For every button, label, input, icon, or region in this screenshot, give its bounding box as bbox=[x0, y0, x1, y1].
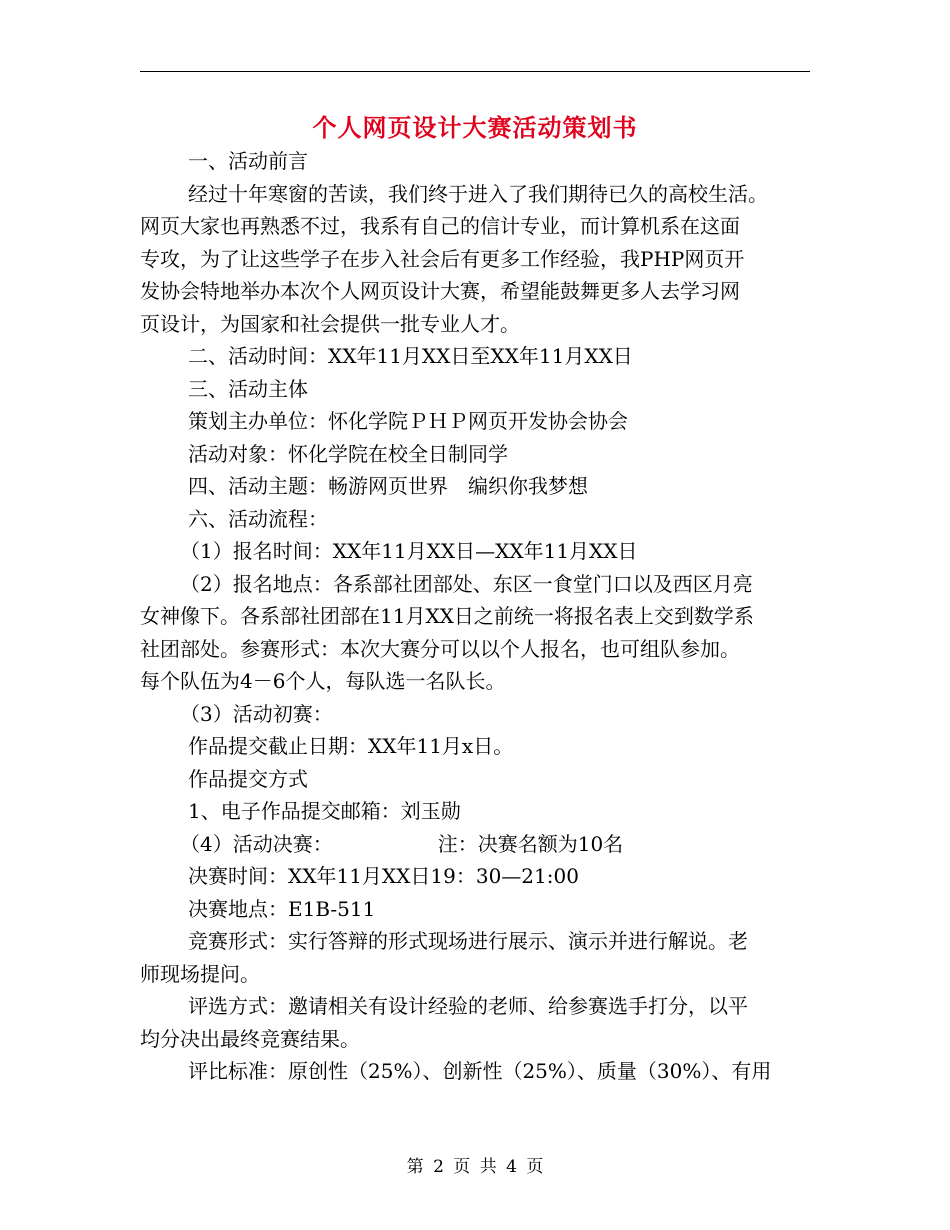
list-item: （2）报名地点：各系部社团部处、东区一食堂门口以及西区月亮 bbox=[180, 571, 753, 596]
document-body bbox=[140, 145, 820, 1088]
paragraph-line: 决赛时间：XX年11月XX日19：30—21:00 bbox=[188, 864, 579, 888]
final-note: 注：决赛名额为10名 bbox=[437, 831, 624, 856]
list-item: （3）活动初赛： bbox=[180, 701, 333, 726]
paragraph-line: 女神像下。各系部社团部在11月XX日之前统一将报名表上交到数学系 bbox=[140, 604, 754, 628]
paragraph-line: 发协会特地举办本次个人网页设计大赛，希望能鼓舞更多人去学习网 bbox=[140, 279, 740, 303]
section-heading: 一、活动前言 bbox=[188, 149, 308, 173]
paragraph-line: 师现场提问。 bbox=[140, 961, 260, 986]
paragraph-line: 竞赛形式：实行答辩的形式现场进行展示、演示并进行解说。老 bbox=[188, 929, 748, 953]
paragraph-line: 策划主办单位：怀化学院ＰＨＰ网页开发协会协会 bbox=[188, 409, 628, 433]
paragraph-line: 作品提交方式 bbox=[188, 766, 308, 791]
paragraph-line: 评比标准：原创性（25%）、创新性（25%）、质量（30%）、有用 bbox=[188, 1059, 772, 1083]
list-item: （1）报名时间：XX年11月XX日—XX年11月XX日 bbox=[180, 539, 638, 563]
paragraph-line: 经过十年寒窗的苦读，我们终于进入了我们期待已久的高校生活。 bbox=[188, 181, 768, 206]
paragraph-line: 决赛地点：E1B-511 bbox=[188, 896, 376, 921]
page-footer: 第 2 页 共 4 页 bbox=[406, 1157, 544, 1177]
paragraph-line: 网页大家也再熟悉不过，我系有自己的信计专业，而计算机系在这面 bbox=[140, 214, 740, 238]
section-heading: 三、活动主体 bbox=[188, 376, 308, 401]
paragraph-line: 均分决出最终竞赛结果。 bbox=[140, 1026, 360, 1051]
final-heading: （4）活动决赛： bbox=[180, 831, 333, 856]
paragraph-line: 页设计，为国家和社会提供一批专业人才。 bbox=[140, 311, 520, 336]
paragraph-line: 评选方式：邀请相关有设计经验的老师、给参赛选手打分，以平 bbox=[188, 994, 748, 1018]
section-heading: 六、活动流程： bbox=[188, 506, 328, 531]
section-heading: 二、活动时间：XX年11月XX日至XX年11月XX日 bbox=[188, 344, 633, 368]
header-rule bbox=[140, 71, 810, 72]
list-item bbox=[140, 828, 820, 861]
paragraph-line: 1、电子作品提交邮箱：刘玉勋 bbox=[188, 799, 461, 823]
document-title: 个人网页设计大赛活动策划书 bbox=[312, 113, 638, 142]
paragraph-line: 活动对象：怀化学院在校全日制同学 bbox=[188, 441, 508, 466]
paragraph-line: 专攻，为了让这些学子在步入社会后有更多工作经验，我PHP网页开 bbox=[140, 246, 745, 271]
paragraph-line: 社团部处。参赛形式：本次大赛分可以以个人报名，也可组队参加。 bbox=[140, 636, 740, 661]
paragraph-line: 作品提交截止日期：XX年11月x日。 bbox=[188, 734, 514, 758]
section-heading: 四、活动主题：畅游网页世界 编织你我梦想 bbox=[188, 474, 588, 498]
paragraph-line: 每个队伍为4－6个人，每队选一名队长。 bbox=[140, 669, 506, 693]
